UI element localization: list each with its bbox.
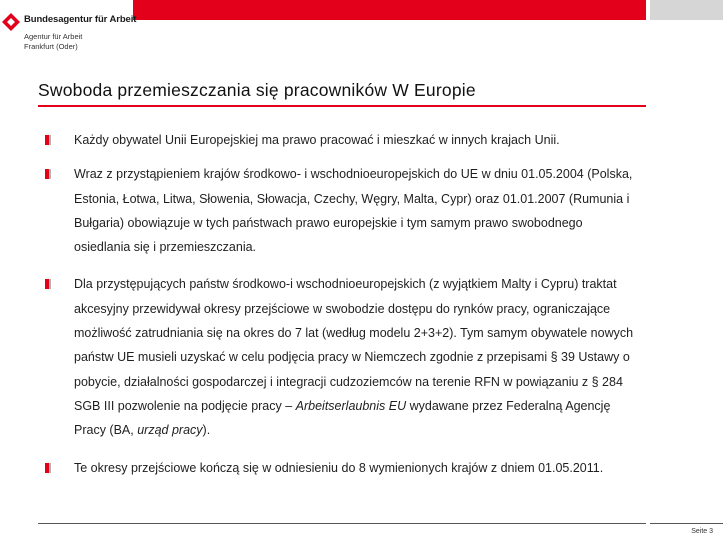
org-subtitle: Agentur für Arbeit [24,32,83,41]
bullet-marker-icon [45,135,49,145]
header-red-bar [133,0,646,20]
bullet-item [42,456,642,480]
bullet-text: Każdy obywatel Unii Europejskiej ma prawo pracować i mieszkać w innych krajach Unii. [74,133,560,147]
bullet-item [42,162,642,259]
bullet-item [42,128,642,152]
page-number: Seite 3 [691,528,713,535]
bullet-marker-icon [45,169,49,179]
org-logo [2,12,137,56]
org-name: Bundesagentur für Arbeit [24,14,137,25]
footer-corner-rule [650,523,723,524]
org-location: Frankfurt (Oder) [24,42,78,51]
header-gray-block [650,0,723,20]
footer-rule [38,523,646,524]
title-underline [38,105,646,107]
bullet-marker-icon [45,279,49,289]
bullet-text: Wraz z przystąpieniem krajów środkowo- i wschodnioeuropejskich do UE w dniu 01.05.2004 (Polska, Estonia, Łotwa, Litwa, Słowenia, Słowacja, Czechy, Węgry, Malta, Cypr) oraz 01.01.2007 (Rumunia i Bułgaria) obowiązuje w tych państwach prawo europejskie i tym samym prawo swobodnego osiedlania się i przemieszczania. [74,167,633,255]
bullet-text: wydawane przez Federalną Agencję Pracy (BA, [74,398,611,438]
bullet-text: ). [202,423,211,438]
slide-title: Swoboda przemieszczania się pracowników W Europie [38,80,476,100]
bullet-text: Dla przystępujących państw środkowo-i wschodnioeuropejskich (z wyjątkiem Malty i Cypru) traktat akcesyjny przewidywał okresy przejściowe w swobodzie dostępu do rynków pracy, ograniczające możliwość zatrudniania się na okres do 7 lat (według modelu 2+3+2). Tym samym obywatele nowych państw UE musieli uzyskać w celu podjęcia pracy w Niemczech zgodnie z przepisami § 39 Ustawy o pobycie, działalności gospodarczej i integracji cudzoziemców na terenie RFN w powiązaniu z § 284 SGB III pozwolenie na podjęcie pracy – [74,277,634,413]
bullet-italic-term: urząd pracy [137,423,203,438]
bullet-item [42,272,642,442]
ba-logo-icon [2,13,20,31]
bullet-marker-icon [45,463,49,473]
bullet-italic-term: Arbeitserlaubnis EU [295,398,407,413]
bullet-list [42,128,642,493]
bullet-text: Te okresy przejściowe kończą się w odniesieniu do 8 wymienionych krajów z dniem 01.05.2011. [74,460,604,475]
